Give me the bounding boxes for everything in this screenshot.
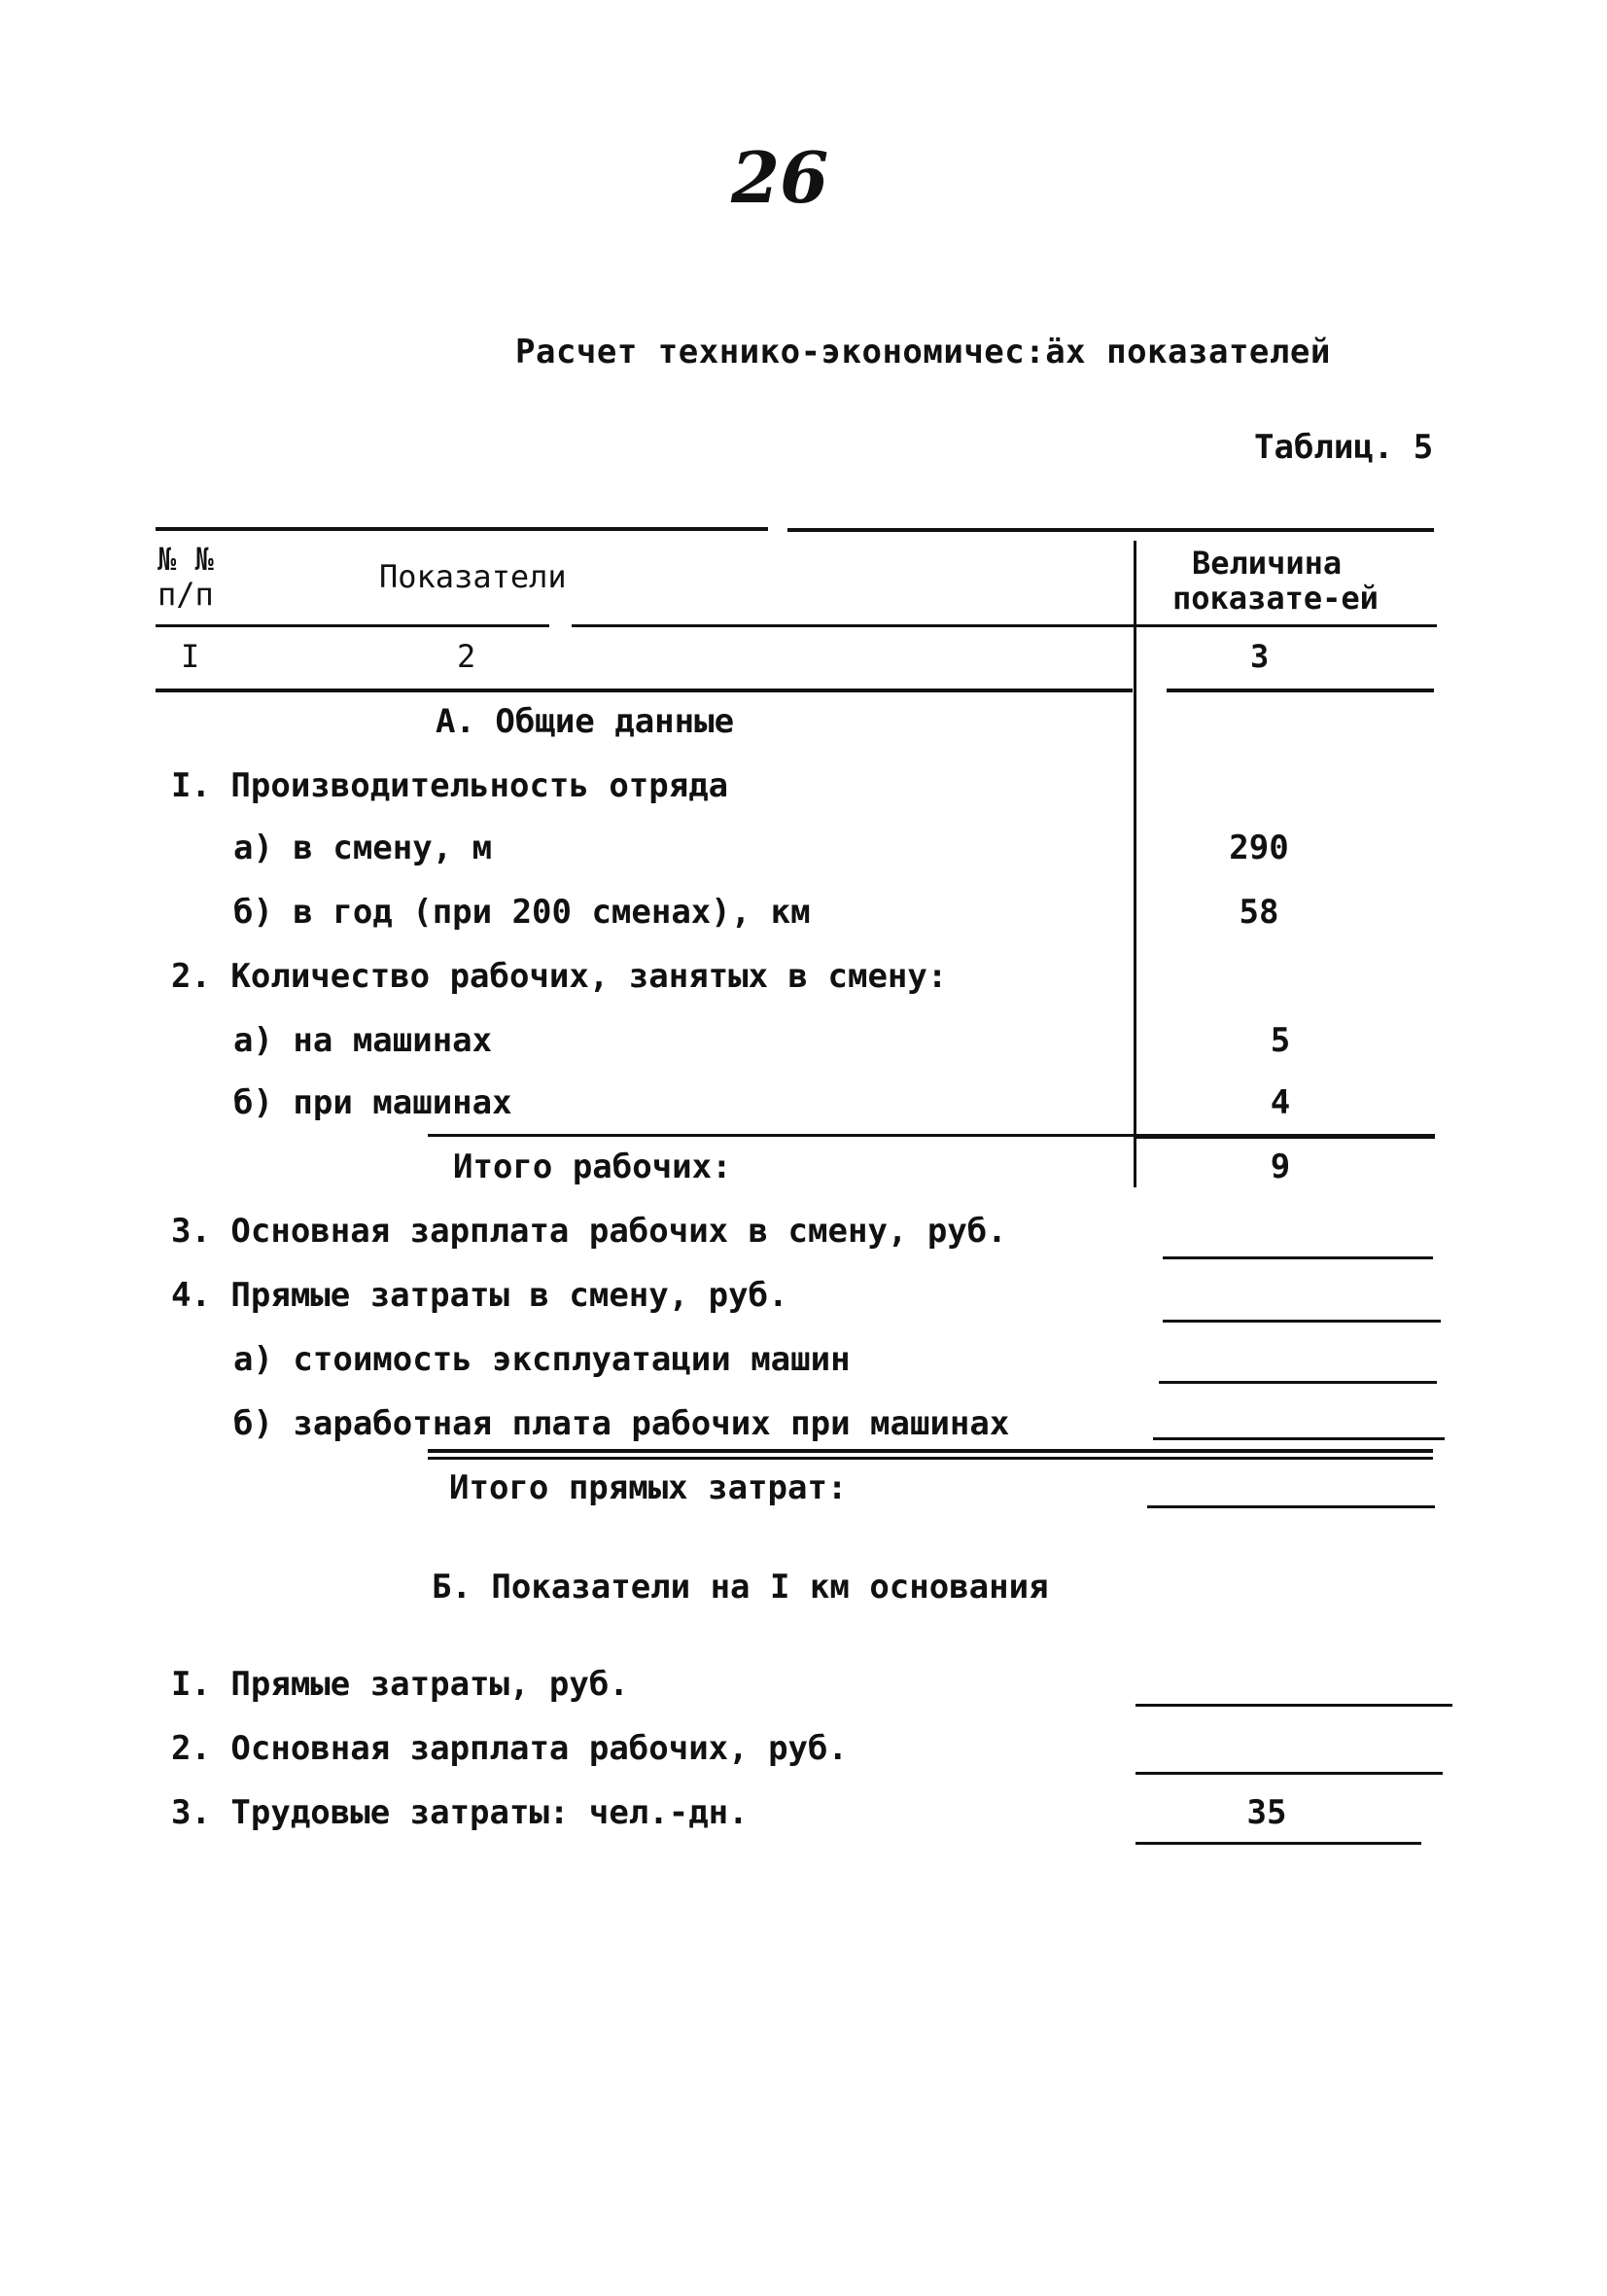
row-a4b-text: б) заработная плата рабочих при машинах (233, 1404, 1010, 1443)
row-b2-blank (1135, 1772, 1443, 1775)
section-a-title: А. Общие данные (436, 702, 735, 741)
table-label: Таблиц. 5 (1254, 428, 1434, 467)
column-number-3: 3 (1250, 638, 1270, 675)
row-a4b-blank (1153, 1437, 1445, 1440)
header-col3-line2: показате-ей (1172, 580, 1379, 617)
row-a1a-value: 290 (1229, 829, 1289, 867)
row-a2-text: 2. Количество рабочих, занятых в смену: (171, 957, 948, 996)
numbers-rule-left (156, 689, 1133, 692)
header-rule-2 (572, 624, 1437, 627)
row-a3-text: 3. Основная зарплата рабочих в смену, руб. (171, 1212, 1007, 1251)
row-a1a-text: а) в смену, м (233, 829, 493, 867)
row-a2b-value: 4 (1270, 1083, 1291, 1122)
row-total-workers-text: Итого рабочих: (453, 1148, 732, 1186)
row-b3-value: 35 (1246, 1793, 1287, 1832)
row-b2-text: 2. Основная зарплата рабочих, руб. (171, 1729, 848, 1768)
header-col1-line2: п/п (157, 576, 214, 613)
row-b1-text: I. Прямые затраты, руб. (171, 1665, 629, 1704)
row-total-direct-text: Итого прямых затрат: (449, 1468, 848, 1507)
header-rule-1 (156, 624, 549, 627)
subtotal-rule-left (428, 1134, 1134, 1137)
row-a4a-blank (1159, 1381, 1437, 1384)
column-number-2: 2 (457, 638, 476, 675)
direct-costs-rule-2 (428, 1457, 1433, 1460)
subtotal-rule-right (1135, 1134, 1435, 1139)
header-col2: Показатели (379, 558, 567, 595)
column-divider (1134, 541, 1136, 1187)
row-a4a-text: а) стоимость эксплуатации машин (233, 1340, 851, 1379)
header-col1-line1: № № (157, 541, 214, 578)
document-title: Расчет технико-экономичес:̈ах показателей (515, 333, 1331, 371)
row-a1-text: I. Производительность отряда (171, 766, 729, 805)
row-a3-blank (1163, 1256, 1433, 1259)
page-number: 26 (731, 136, 829, 219)
row-a2b-text: б) при машинах (233, 1083, 512, 1122)
header-col3-line1: Величина (1192, 545, 1343, 582)
row-a4-text: 4. Прямые затраты в смену, руб. (171, 1276, 788, 1315)
numbers-rule-right (1167, 689, 1434, 692)
row-b1-blank (1135, 1704, 1452, 1707)
direct-costs-rule-1 (428, 1449, 1433, 1453)
row-total-direct-blank (1147, 1505, 1435, 1508)
table-top-rule-right (787, 528, 1434, 532)
row-a2a-text: а) на машинах (233, 1021, 493, 1060)
row-a4-blank (1163, 1320, 1441, 1323)
row-b3-text: 3. Трудовые затраты: чел.-дн. (171, 1793, 749, 1832)
section-b-title: Б. Показатели на I км основания (432, 1568, 1049, 1607)
row-a1b-value: 58 (1239, 893, 1279, 932)
row-a2a-value: 5 (1270, 1021, 1291, 1060)
row-b3-blank (1135, 1842, 1421, 1845)
row-a1b-text: б) в год (при 200 сменах), км (233, 893, 811, 932)
row-total-workers-value: 9 (1270, 1148, 1291, 1186)
column-number-1: I (181, 638, 200, 675)
table-top-rule-left (156, 527, 768, 531)
